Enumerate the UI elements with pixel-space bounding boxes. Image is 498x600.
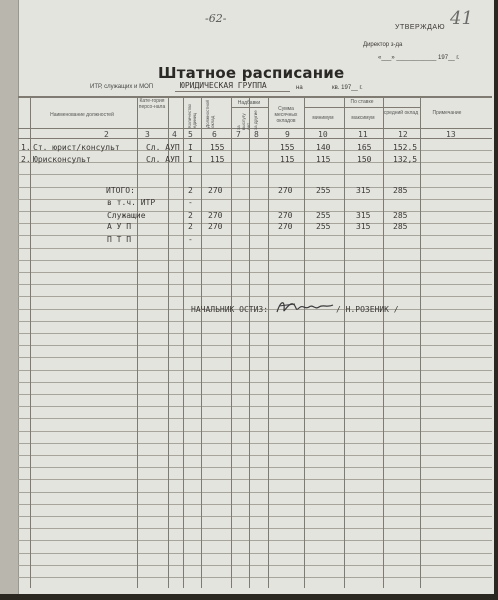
quantity-cell: 2 (188, 222, 193, 231)
max-cell: 150 (357, 155, 372, 164)
row-number: 1. (21, 143, 31, 152)
table-rule (231, 96, 232, 588)
avg-cell: 132,5 (393, 155, 418, 164)
col-header-max: максимум (351, 115, 375, 121)
quantity-cell: 2 (188, 186, 193, 195)
column-number: 5 (188, 130, 193, 139)
row-number: 2. (21, 155, 31, 164)
date-line: «___» ____________ 197__ г. (378, 55, 460, 61)
binding-strip (0, 0, 19, 600)
avg-cell: 285 (393, 186, 408, 195)
column-number: 2 (104, 130, 109, 139)
position-name: Ст. юрист/консульт (33, 143, 120, 152)
col-header-allowances: Надбавки (237, 100, 261, 106)
col-header-note: Примечание (432, 110, 462, 116)
salary-cell: 115 (210, 155, 225, 164)
table-rule (201, 96, 202, 588)
handwritten-signature (275, 298, 335, 320)
col-header-position: Наименование должностей (50, 112, 114, 118)
max-cell: 315 (356, 186, 371, 195)
min-cell: 255 (316, 211, 331, 220)
column-number: 10 (318, 130, 328, 139)
period-label: на (296, 85, 303, 91)
max-cell: 315 (356, 211, 371, 220)
document-subtitle: ИТР, служащих и МОП (90, 84, 154, 90)
sum-cell: 270 (278, 186, 293, 195)
col-header-seniority: за выслугу лет (236, 113, 251, 130)
column-number: 3 (145, 130, 150, 139)
total-label: ИТОГО: (106, 186, 135, 195)
min-cell: 115 (316, 155, 331, 164)
approval-heading: УТВЕРЖДАЮ (395, 24, 446, 31)
column-number: 7 (236, 130, 241, 139)
salary-cell: 270 (208, 186, 223, 195)
min-cell: 140 (316, 143, 331, 152)
sum-cell: 155 (280, 143, 295, 152)
department-underline (175, 91, 290, 92)
col-header-sum: Сумма месячных окладов (274, 106, 298, 124)
quantity-cell: I (188, 143, 193, 152)
table-rule (304, 107, 420, 108)
category-cell: Сл. АУП (146, 155, 180, 164)
column-number: 13 (446, 130, 456, 139)
column-number: 11 (358, 130, 368, 139)
salary-cell: 270 (208, 211, 223, 220)
table-rule (420, 96, 421, 588)
table-rule (249, 96, 250, 588)
signatory-name: / Н.РОЗЕНИК / (336, 305, 399, 314)
col-header-avg: средний оклад (383, 110, 419, 116)
table-rule (268, 96, 269, 588)
col-header-other: за другие (253, 110, 258, 130)
col-header-salary: Должностной оклад (205, 100, 215, 128)
table-rule (137, 96, 138, 588)
table-rule (30, 96, 31, 588)
page-number: -62- (205, 12, 227, 25)
folio-number: 41 (450, 8, 473, 29)
director-line: Директор з-да (363, 42, 403, 48)
max-cell: 315 (356, 222, 371, 231)
quantity-cell: I (188, 155, 193, 164)
column-number: 12 (398, 130, 408, 139)
min-cell: 255 (316, 186, 331, 195)
col-header-quantity: Количество единиц (187, 103, 197, 128)
total-label: П Т П (107, 235, 132, 244)
column-number: 8 (254, 130, 259, 139)
max-cell: 165 (357, 143, 372, 152)
table-rule (304, 96, 305, 588)
page-edge-bottom (0, 594, 498, 600)
sum-cell: 270 (278, 211, 293, 220)
col-header-min: минимум (312, 115, 334, 121)
table-rule (168, 96, 169, 588)
quantity-cell: - (188, 198, 193, 207)
avg-cell: 152.5 (393, 143, 418, 152)
quantity-cell: 2 (188, 211, 193, 220)
category-cell: Сл. АУП (146, 143, 180, 152)
department-name: ЮРИДИЧЕСКАЯ ГРУППА (180, 81, 267, 90)
total-label: Служащие (107, 211, 146, 220)
col-header-category: Кате-гория персо-нала (138, 98, 166, 110)
total-label: А У П (107, 222, 132, 231)
signature-label: НАЧАЛЬНИК ОСТИЗ: (191, 305, 269, 314)
quantity-cell: - (188, 235, 193, 244)
salary-cell: 270 (208, 222, 223, 231)
position-name: Юрисконсульт (33, 155, 91, 164)
table-rule (183, 96, 184, 588)
column-number: 6 (212, 130, 217, 139)
page-edge (494, 0, 498, 600)
table-rule (383, 96, 384, 588)
col-header-rate: По ставке (350, 99, 374, 105)
total-label: в т.ч. ИТР (107, 198, 156, 207)
year-line: кв. 197__ г. (332, 85, 363, 91)
sum-cell: 270 (278, 222, 293, 231)
column-number: 4 (172, 130, 177, 139)
salary-cell: 155 (210, 143, 225, 152)
avg-cell: 285 (393, 222, 408, 231)
sum-cell: 115 (280, 155, 295, 164)
column-number: 9 (285, 130, 290, 139)
table-rule (344, 96, 345, 588)
document-title: Штатное расписание (158, 64, 345, 82)
avg-cell: 285 (393, 211, 408, 220)
min-cell: 255 (316, 222, 331, 231)
